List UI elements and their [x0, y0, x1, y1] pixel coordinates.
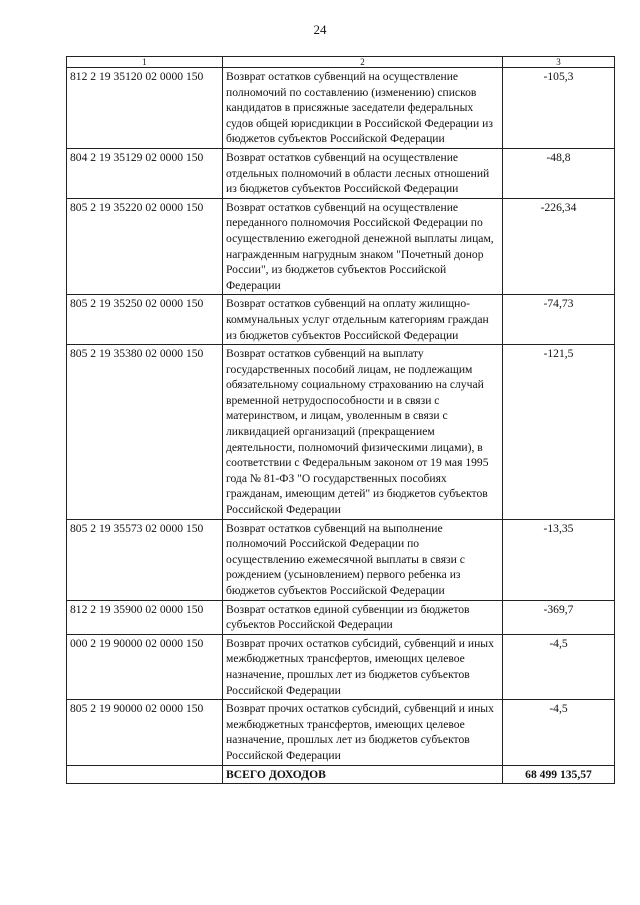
table-row — [67, 68, 615, 149]
column-header-description: 2 — [223, 57, 503, 68]
row-amount: -13,35 — [503, 519, 615, 600]
total-empty-cell — [67, 765, 223, 784]
budget-code: 812 2 19 35120 02 0000 150 — [67, 68, 223, 149]
total-amount: 68 499 135,57 — [503, 765, 615, 784]
table-row — [67, 295, 615, 345]
row-description: Возврат прочих остатков субсидий, субвенций и иных межбюджетных трансфертов, имеющих целевое назначение, прошлых лет из бюджетов субъектов Российской Федерации — [223, 700, 503, 765]
row-description: Возврат остатков единой субвенции из бюджетов субъектов Российской Федерации — [223, 600, 503, 634]
row-description: Возврат остатков субвенций на осуществление отдельных полномочий в области лесных отношений из бюджетов субъектов Российской Федерации — [223, 148, 503, 198]
row-amount: -48,8 — [503, 148, 615, 198]
row-description: Возврат остатков субвенций на осуществление переданного полномочия Российской Федерации по осуществлению ежегодной денежной выплаты лицам, награжденным нагрудным знаком "Почетный донор России", из бюджетов субъектов Российской Федерации — [223, 198, 503, 295]
budget-code: 805 2 19 35250 02 0000 150 — [67, 295, 223, 345]
row-amount: -74,73 — [503, 295, 615, 345]
row-amount: -4,5 — [503, 634, 615, 699]
row-amount: -4,5 — [503, 700, 615, 765]
row-description: Возврат остатков субвенций на выполнение полномочий Российской Федерации по осуществлению ежемесячной выплаты в связи с рождением (усыновлением) первого ребенка из бюджетов субъектов Российской Федерации — [223, 519, 503, 600]
table-row — [67, 700, 615, 765]
table-row — [67, 634, 615, 699]
table-row — [67, 345, 615, 520]
budget-code: 805 2 19 35380 02 0000 150 — [67, 345, 223, 520]
total-label: ВСЕГО ДОХОДОВ — [223, 765, 503, 784]
budget-code: 805 2 19 35573 02 0000 150 — [67, 519, 223, 600]
table-row — [67, 519, 615, 600]
budget-code: 805 2 19 35220 02 0000 150 — [67, 198, 223, 295]
total-row — [67, 765, 615, 784]
row-amount: -121,5 — [503, 345, 615, 520]
budget-code: 805 2 19 90000 02 0000 150 — [67, 700, 223, 765]
row-amount: -226,34 — [503, 198, 615, 295]
budget-code: 812 2 19 35900 02 0000 150 — [67, 600, 223, 634]
column-header-code: 1 — [67, 57, 223, 68]
row-description: Возврат прочих остатков субсидий, субвенций и иных межбюджетных трансфертов, имеющих целевое назначение, прошлых лет из бюджетов субъектов Российской Федерации — [223, 634, 503, 699]
budget-code: 804 2 19 35129 02 0000 150 — [67, 148, 223, 198]
row-amount: -369,7 — [503, 600, 615, 634]
table-header-row — [67, 57, 615, 68]
page-number: 24 — [313, 22, 327, 37]
table-row — [67, 198, 615, 295]
row-description: Возврат остатков субвенций на осуществление полномочий по составлению (изменению) списков кандидатов в присяжные заседатели федеральных судов общей юрисдикции в Российской Федерации из бюджетов субъектов Российской Федерации — [223, 68, 503, 149]
column-header-amount: 3 — [503, 57, 615, 68]
table-row — [67, 600, 615, 634]
row-description: Возврат остатков субвенций на выплату государственных пособий лицам, не подлежащим обязательному социальному страхованию на случай временной нетрудоспособности и в связи с материнством, и лицам, уволенным в связи с ликвидацией организаций (прекращением деятельности, полномочий физическими лицами), в соответствии с Федеральным законом от 19 мая 1995 года № 81-ФЗ "О государственных пособиях гражданам, имеющим детей" из бюджетов субъектов Российской Федерации — [223, 345, 503, 520]
row-description: Возврат остатков субвенций на оплату жилищно-коммунальных услуг отдельным категориям граждан из бюджетов субъектов Российской Федерации — [223, 295, 503, 345]
table-row — [67, 148, 615, 198]
budget-code: 000 2 19 90000 02 0000 150 — [67, 634, 223, 699]
budget-table — [66, 56, 615, 784]
row-amount: -105,3 — [503, 68, 615, 149]
